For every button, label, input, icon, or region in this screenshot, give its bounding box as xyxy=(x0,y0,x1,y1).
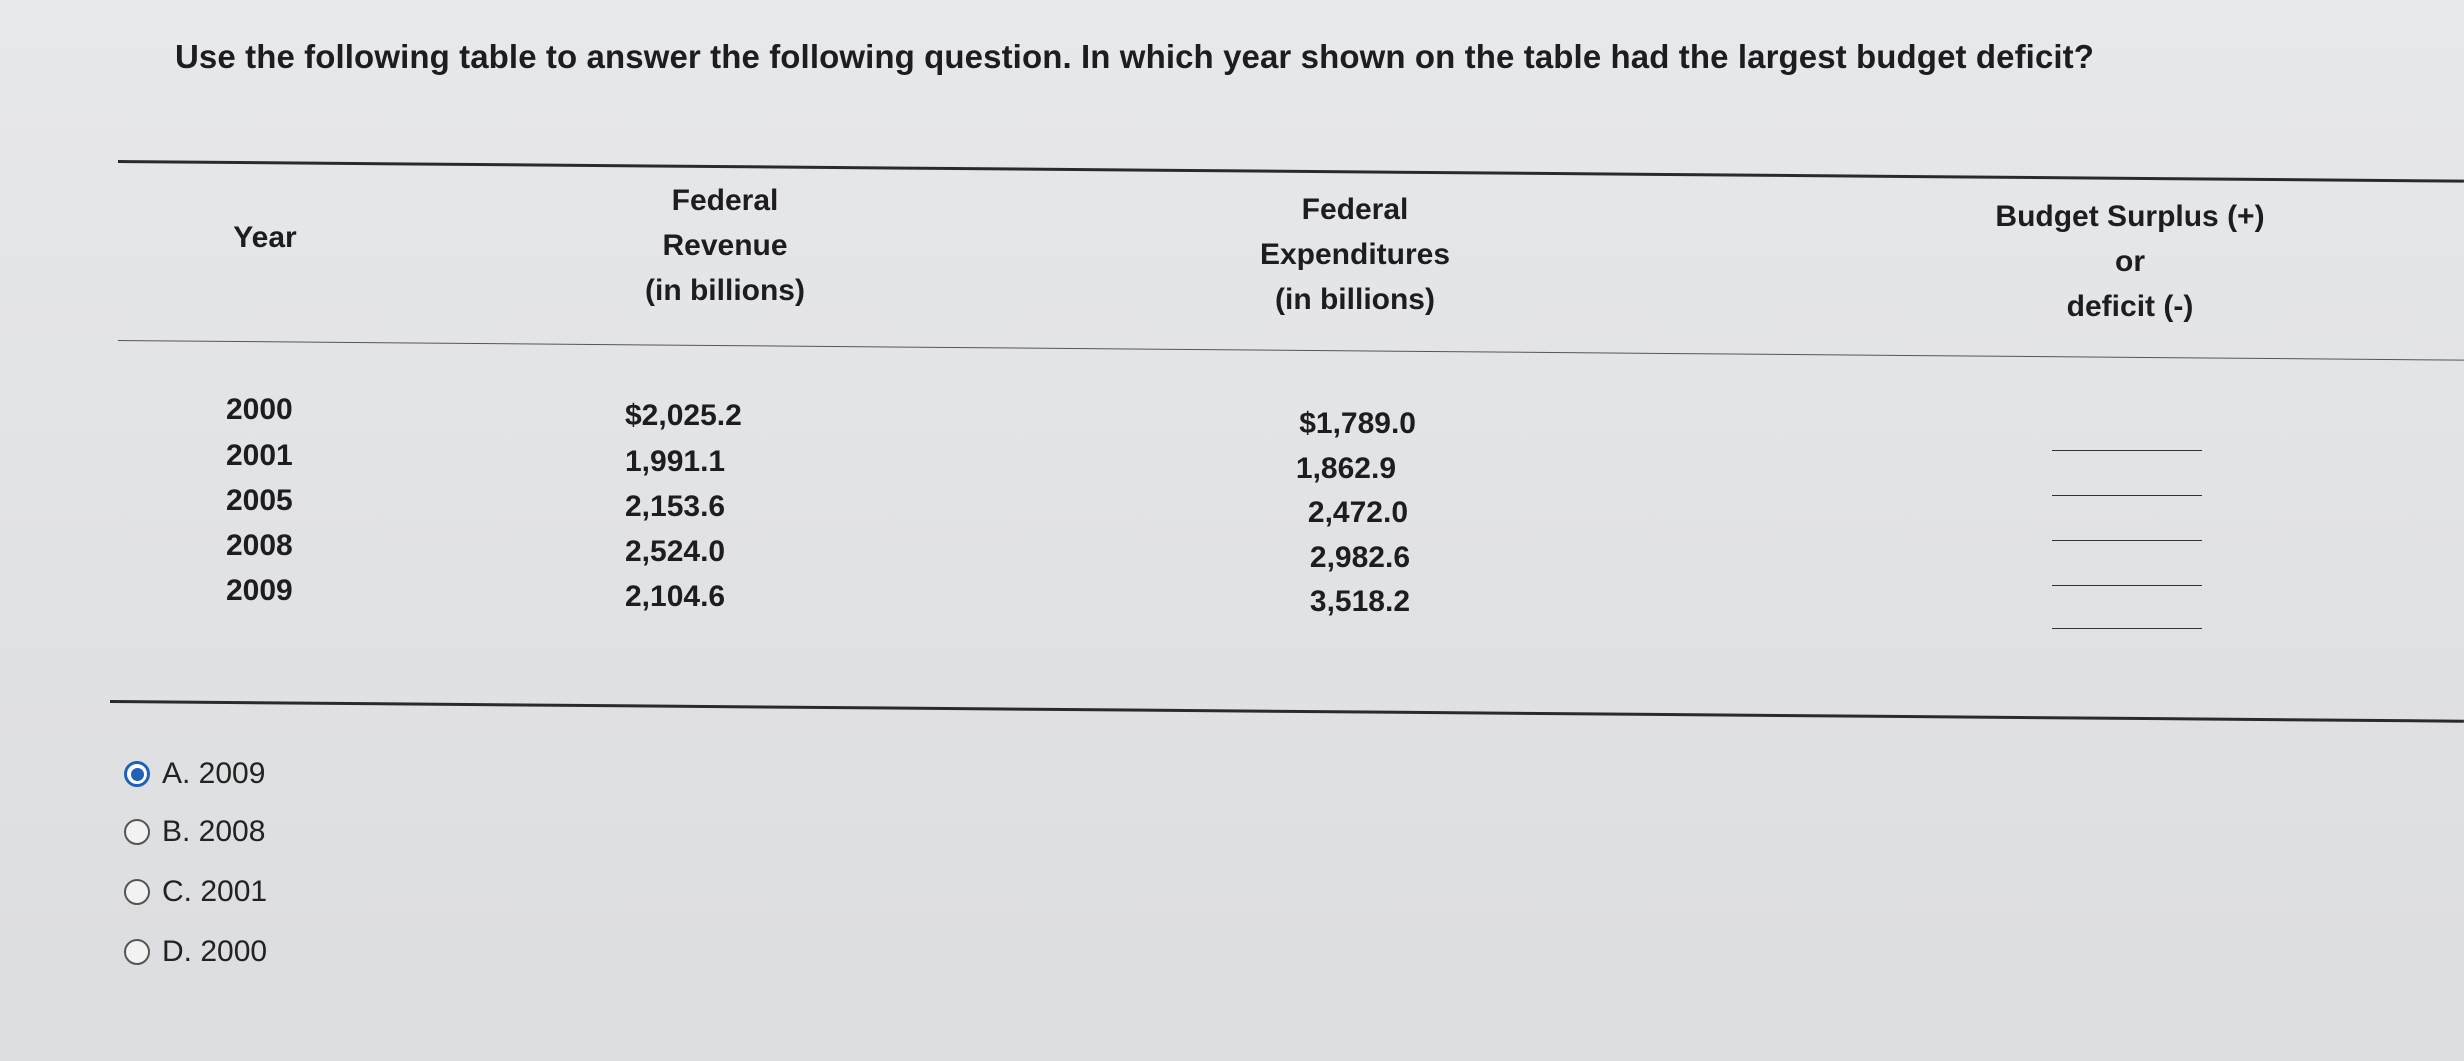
answer-blank xyxy=(2052,628,2202,629)
table-cell-revenue: 2,153.6 xyxy=(625,490,726,523)
table-bottom-rule xyxy=(110,700,2464,723)
option-b[interactable] xyxy=(124,814,265,850)
option-c[interactable] xyxy=(124,874,267,910)
header-federal-expenditures: Federal Expenditures (in billions) xyxy=(1259,193,1451,316)
header-year: Year xyxy=(233,221,297,254)
radio-icon[interactable] xyxy=(124,939,150,965)
radio-icon[interactable] xyxy=(124,879,150,905)
table-cell-year: 2009 xyxy=(226,574,293,607)
table-cell-expenditures: 2,472.0 xyxy=(1307,496,1408,529)
table-cell-year: 2000 xyxy=(226,393,293,426)
question-text: Use the following table to answer the following question. In which year shown on the table had the largest budget deficit? xyxy=(175,38,2095,75)
table-cell-revenue: 1,991.1 xyxy=(625,445,726,478)
table-cell-revenue: 2,524.0 xyxy=(625,535,726,568)
option-label: D. 2000 xyxy=(162,935,268,968)
answer-blank xyxy=(2052,495,2202,496)
table-cell-expenditures: 2,982.6 xyxy=(1309,541,1410,574)
answer-blank xyxy=(2052,450,2202,451)
option-label: A. 2009 xyxy=(162,757,266,790)
radio-selected-icon[interactable] xyxy=(124,761,150,787)
table-cell-expenditures: 3,518.2 xyxy=(1309,585,1410,618)
table-top-rule xyxy=(118,160,2464,183)
table-cell-revenue: 2,104.6 xyxy=(625,580,726,613)
table-cell-revenue: $2,025.2 xyxy=(625,399,742,432)
radio-icon[interactable] xyxy=(124,819,150,845)
answer-blank xyxy=(2052,585,2202,586)
table-cell-expenditures: $1,789.0 xyxy=(1299,407,1416,440)
option-label: B. 2008 xyxy=(162,815,266,848)
answer-blank xyxy=(2052,540,2202,541)
table-cell-expenditures: 1,862.9 xyxy=(1295,452,1396,485)
header-budget-surplus-deficit: Budget Surplus (+) or deficit (-) xyxy=(1995,200,2265,323)
table-cell-year: 2005 xyxy=(226,484,293,517)
header-federal-revenue: Federal Revenue (in billions) xyxy=(645,184,805,307)
option-a[interactable] xyxy=(124,756,265,792)
table-cell-year: 2001 xyxy=(226,439,293,472)
option-d[interactable] xyxy=(124,934,267,970)
table-cell-year: 2008 xyxy=(226,529,293,562)
table-header-rule xyxy=(118,340,2464,361)
option-label: C. 2001 xyxy=(162,875,268,908)
